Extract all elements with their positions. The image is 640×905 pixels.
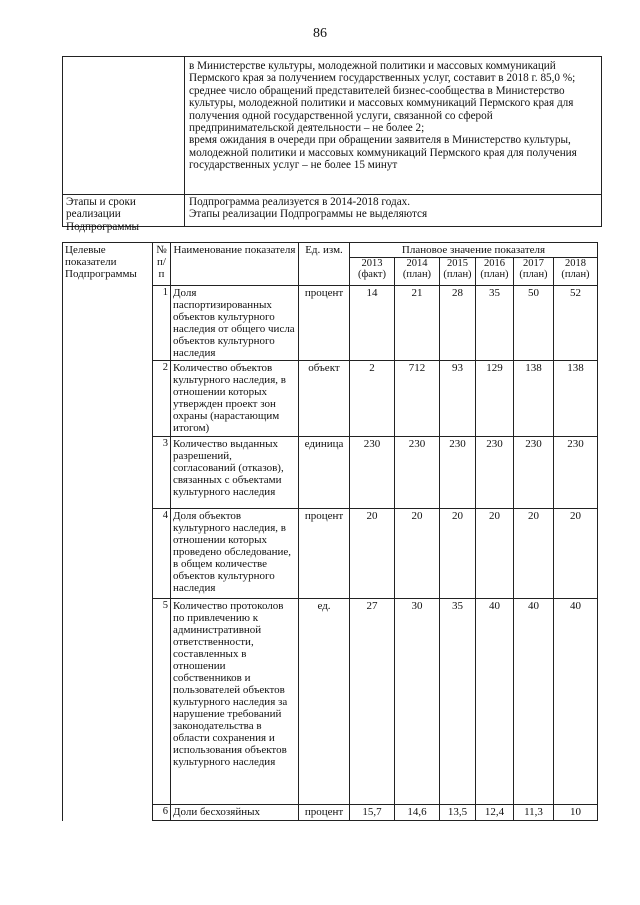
planned-value-cell: 14,6 xyxy=(395,805,440,821)
planned-value-cell: 712 xyxy=(395,361,440,437)
planned-value-cell: 230 xyxy=(554,437,598,509)
subprogram-passport-continuation xyxy=(62,56,602,233)
planned-value-cell: 10 xyxy=(554,805,598,821)
planned-value-cell: 11,3 xyxy=(514,805,554,821)
planned-value-cell: 27 xyxy=(350,599,395,805)
unit-header: Ед. изм. xyxy=(299,243,350,286)
year-header: 2016 (план) xyxy=(476,258,514,286)
planned-value-cell: 20 xyxy=(476,509,514,599)
planned-value-cell: 20 xyxy=(440,509,476,599)
indicator-name: Количество объектов культурного наследия, в отношении которых утвержден проект зон охраны (нарастающим итогом) xyxy=(171,361,299,437)
row-divider xyxy=(63,194,601,195)
stages-label: Этапы и сроки реализации Подпрограммы xyxy=(66,196,140,233)
row-number: 3 xyxy=(153,437,171,509)
planned-value-cell: 129 xyxy=(476,361,514,437)
planned-value-cell: 15,7 xyxy=(350,805,395,821)
table-header-row xyxy=(63,243,598,258)
table-row xyxy=(63,805,598,821)
stages-text xyxy=(189,196,597,221)
indicator-unit: процент xyxy=(299,286,350,361)
target-indicators-table xyxy=(62,242,598,821)
planned-value-cell: 20 xyxy=(395,509,440,599)
planned-value-cell: 138 xyxy=(554,361,598,437)
planned-value-cell: 28 xyxy=(440,286,476,361)
table-row xyxy=(63,361,598,437)
indicator-unit: объект xyxy=(299,361,350,437)
table-row xyxy=(63,599,598,805)
planned-value-cell: 20 xyxy=(514,509,554,599)
expected-result-line: время ожидания в очереди при обращении заявителя в Министерство культуры, молодежной политики и массовых коммуникаций Пермского края для получения государственных услуг – не более 15 минут xyxy=(189,134,577,172)
target-indicators-label: Целевые показатели Подпрограммы xyxy=(63,243,153,286)
planned-value-cell: 40 xyxy=(554,599,598,805)
planned-value-cell: 14 xyxy=(350,286,395,361)
planned-value-cell: 230 xyxy=(514,437,554,509)
row-number: 6 xyxy=(153,805,171,821)
planned-value-cell: 230 xyxy=(395,437,440,509)
indicator-name: Количество выданных разрешений, согласований (отказов), связанных с объектами культурного наследия xyxy=(171,437,299,509)
planned-value-cell: 138 xyxy=(514,361,554,437)
target-indicators-label-cell xyxy=(63,805,153,821)
year-header: 2013 (факт) xyxy=(350,258,395,286)
column-divider xyxy=(184,57,185,226)
indicator-name: Доля паспортизированных объектов культурного наследия от общего числа объектов культурного наследия xyxy=(171,286,299,361)
indicator-unit: ед. xyxy=(299,599,350,805)
expected-result-line: в Министерстве культуры, молодежной политики и массовых коммуникаций Пермского края за получением государственных услуг, составит в 2018 г. 85,0 %; xyxy=(189,60,576,85)
indicator-unit: единица xyxy=(299,437,350,509)
planned-value-cell: 20 xyxy=(350,509,395,599)
year-header: 2017 (план) xyxy=(514,258,554,286)
year-header: 2015 (план) xyxy=(440,258,476,286)
row-number: 1 xyxy=(153,286,171,361)
planned-value-header: Плановое значение показателя xyxy=(350,243,598,258)
planned-value-cell: 12,4 xyxy=(476,805,514,821)
row-number: 2 xyxy=(153,361,171,437)
row-number: 5 xyxy=(153,599,171,805)
table-row xyxy=(63,437,598,509)
indicator-name: Количество протоколов по привлечению к административной ответственности, составленных в отношении собственников и пользователей объектов культурного наследия за нарушение требований законодательства в области сохранения и использования объектов культурного наследия xyxy=(171,599,299,805)
planned-value-cell: 2 xyxy=(350,361,395,437)
target-indicators-label-cell xyxy=(63,509,153,599)
table-row xyxy=(63,286,598,361)
stages-line: Этапы реализации Подпрограммы не выделяются xyxy=(189,208,428,221)
planned-value-cell: 230 xyxy=(476,437,514,509)
planned-value-cell: 93 xyxy=(440,361,476,437)
indicator-name: Доля объектов культурного наследия, в отношении которых проведено обследование, в общем количестве объектов культурного наследия xyxy=(171,509,299,599)
planned-value-cell: 20 xyxy=(554,509,598,599)
target-indicators-label-cell xyxy=(63,599,153,805)
target-indicators-label-cell xyxy=(63,361,153,437)
planned-value-cell: 21 xyxy=(395,286,440,361)
planned-value-cell: 230 xyxy=(440,437,476,509)
indicator-unit: процент xyxy=(299,509,350,599)
expected-result-line: среднее число обращений представителей бизнес-сообщества в Министерство культуры, молодежной политики и массовых коммуникаций Пермского края для получения одной государственной услуги, связанной со сферой предпринимательской деятельности – не более 2; xyxy=(189,84,574,135)
target-indicators-label-cell xyxy=(63,437,153,509)
year-header: 2014 (план) xyxy=(395,258,440,286)
row-number: 4 xyxy=(153,509,171,599)
planned-value-cell: 52 xyxy=(554,286,598,361)
planned-value-cell: 40 xyxy=(514,599,554,805)
name-header: Наименование показателя xyxy=(171,243,299,286)
planned-value-cell: 13,5 xyxy=(440,805,476,821)
planned-value-cell: 30 xyxy=(395,599,440,805)
number-header: № п/п xyxy=(153,243,171,286)
planned-value-cell: 40 xyxy=(476,599,514,805)
planned-value-cell: 230 xyxy=(350,437,395,509)
indicator-unit: процент xyxy=(299,805,350,821)
expected-results-text xyxy=(189,60,597,172)
planned-value-cell: 35 xyxy=(476,286,514,361)
year-header: 2018 (план) xyxy=(554,258,598,286)
indicator-name: Доли бесхозяйных xyxy=(171,805,299,821)
planned-value-cell: 35 xyxy=(440,599,476,805)
stages-line: Подпрограмма реализуется в 2014-2018 годах. xyxy=(189,196,411,208)
table-row xyxy=(63,509,598,599)
page-number: 86 xyxy=(313,26,327,41)
planned-value-cell: 50 xyxy=(514,286,554,361)
target-indicators-label-cell xyxy=(63,286,153,361)
